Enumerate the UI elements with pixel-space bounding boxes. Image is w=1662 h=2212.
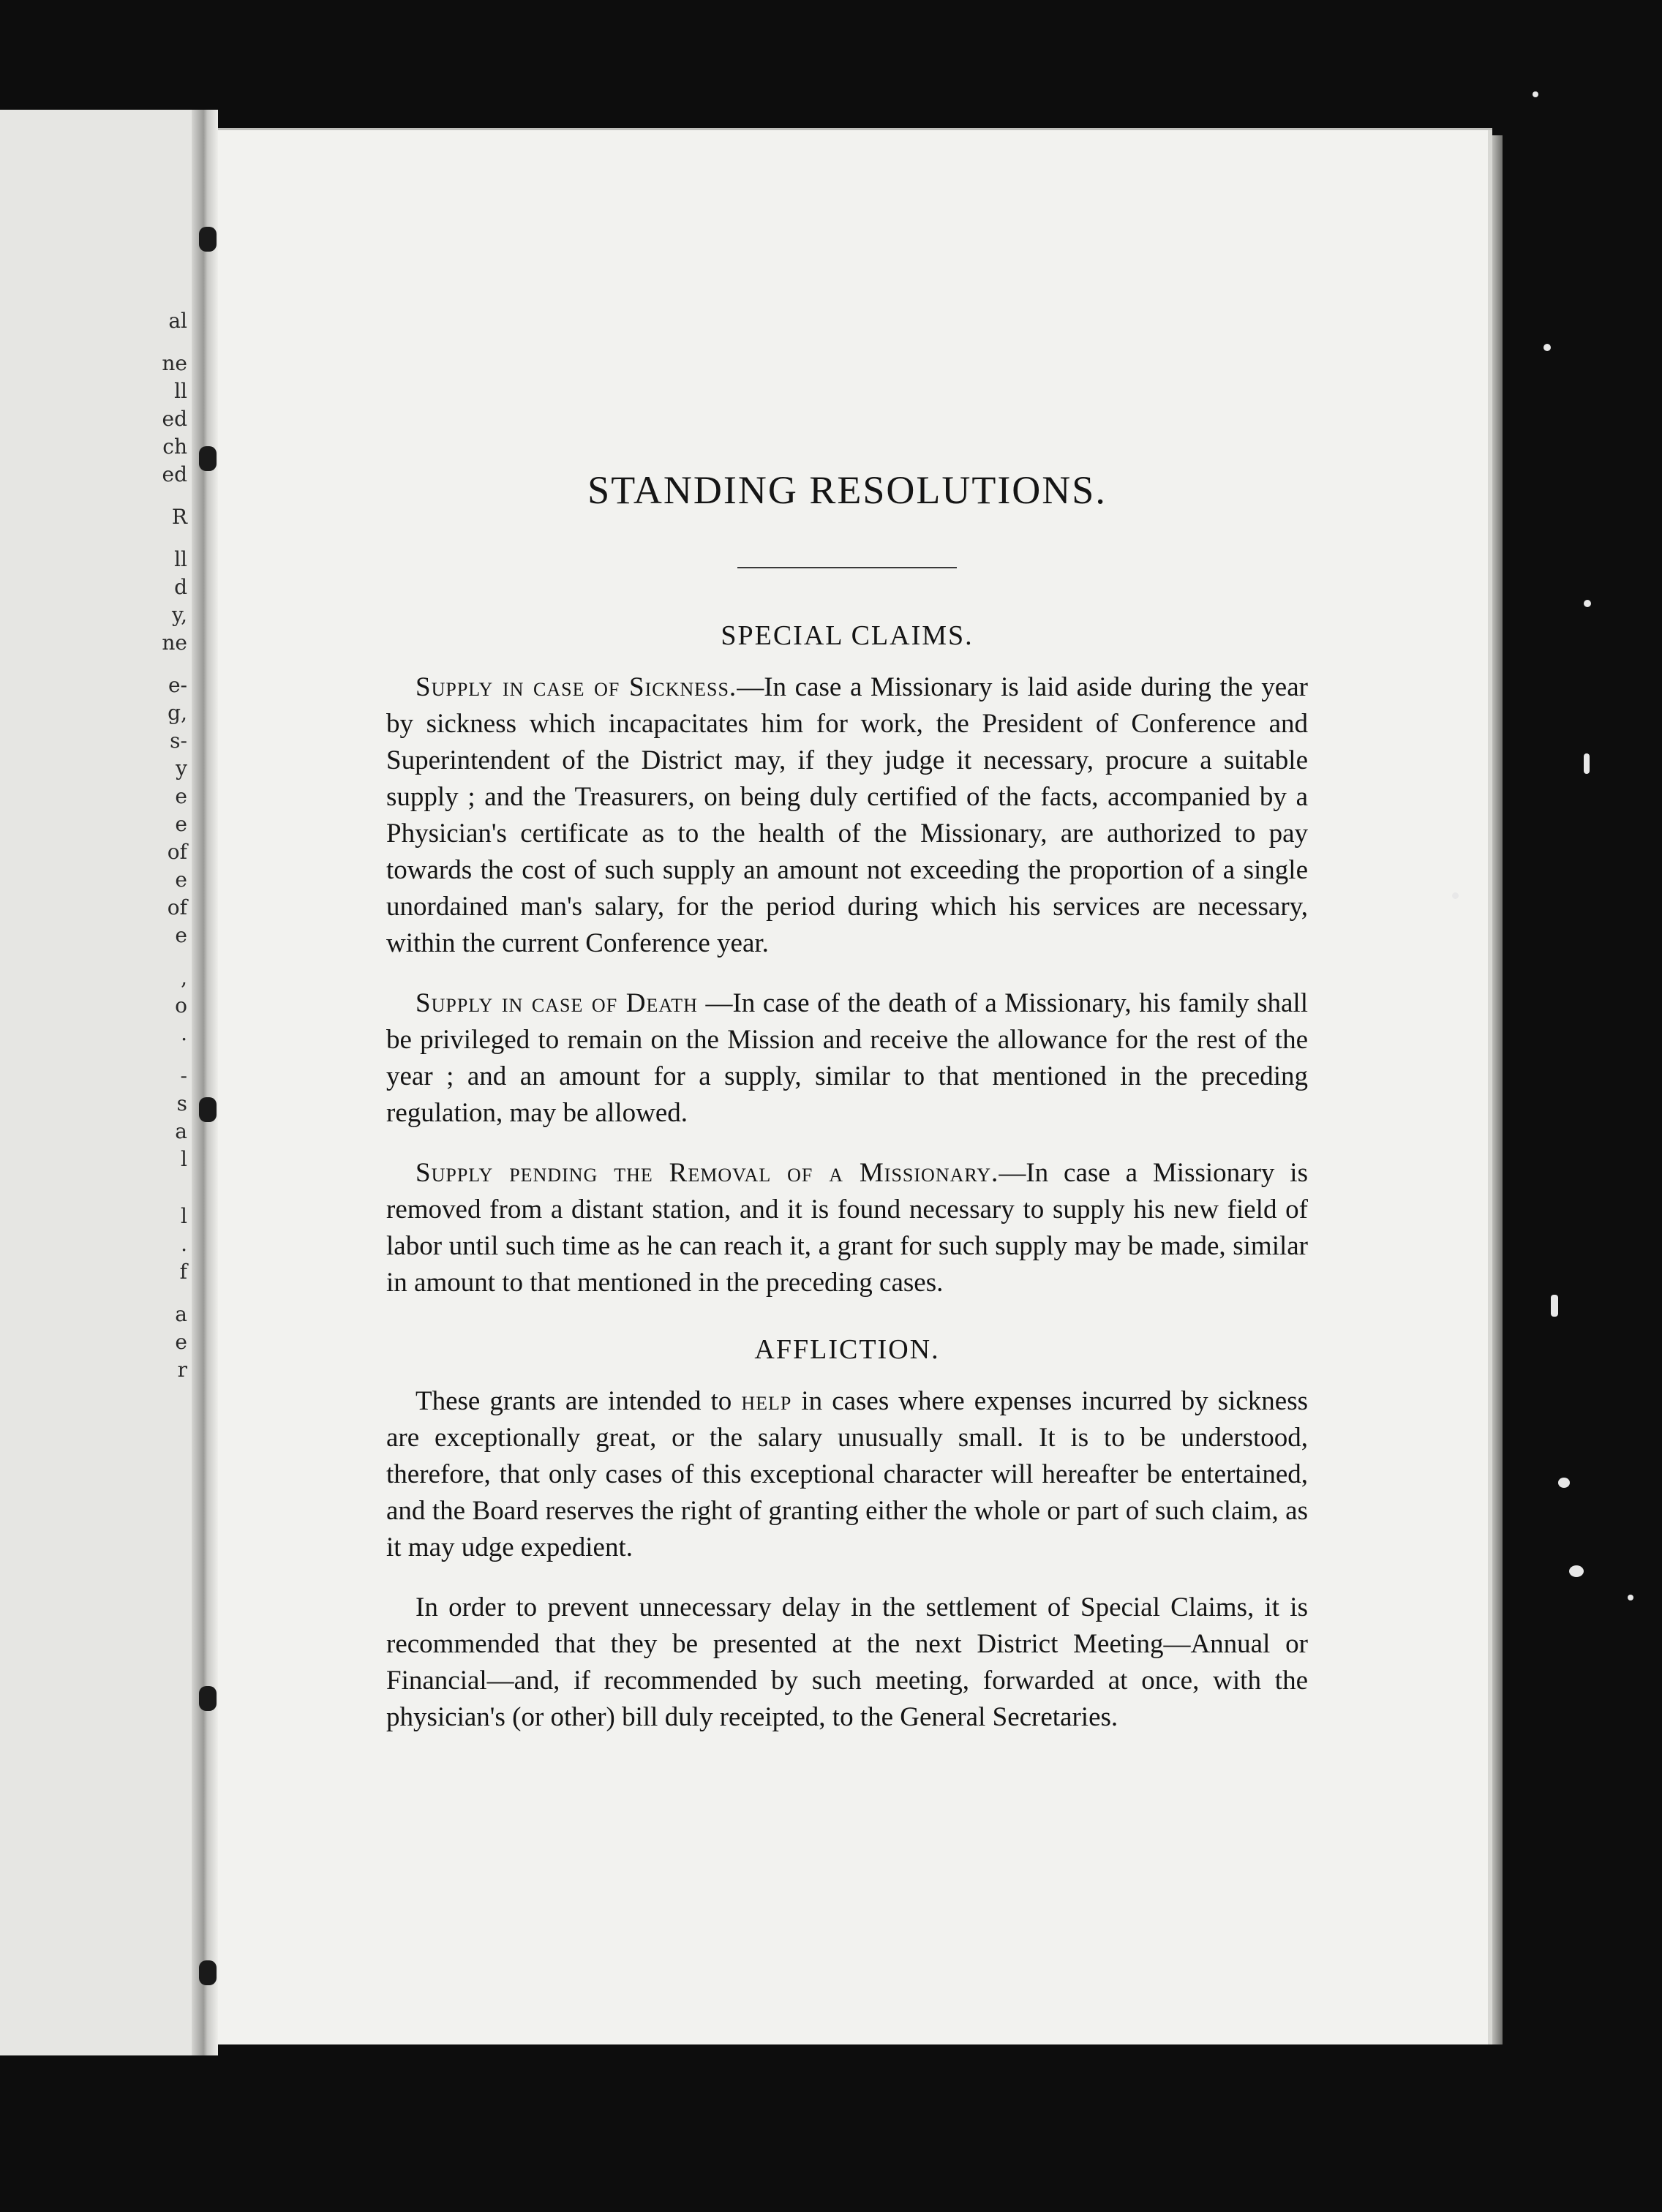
dust-speck: [1533, 91, 1538, 97]
page-title: STANDING RESOLUTIONS.: [587, 468, 1107, 512]
previous-page-fragment-line: f: [179, 1260, 187, 1284]
section-heading-affliction: AFFLICTION.: [754, 1334, 940, 1365]
paragraph-affliction-procedure: In order to prevent unnecessary delay in the settlement of Special Claims, it is recommended that they be presented at the next District Meeting—Annual or Financial—and, if recommended by such meeting, forwarded at once, with the physician's (or other) bill duly receipted, to the General Secretaries.: [386, 1592, 1308, 1732]
binding-stitch: [199, 446, 217, 471]
previous-page-fragment-line: [129, 1188, 187, 1203]
paragraph-body-death: —In case of the death of a Missionary, his family shall be privileged to remain on the Mission and receive the allowance for the rest of the year ; and an amount for a supply, similar to that mentioned in the preceding regulation, may be allowed.: [386, 988, 1308, 1128]
dust-speck: [1543, 344, 1551, 351]
previous-page-fragment: [0, 110, 192, 2055]
previous-page-fragment-line: r: [177, 1358, 187, 1382]
previous-page-fragment-line: ed: [162, 462, 187, 486]
previous-page-fragment-line: [129, 657, 187, 672]
previous-page-fragment-line: ,: [181, 966, 187, 990]
previous-page-fragment-line: g,: [168, 701, 187, 725]
page-side-edge: [1492, 135, 1503, 2044]
previous-page-fragment-line: d: [174, 575, 187, 599]
dust-speck: [1551, 1295, 1558, 1317]
previous-page-fragment-line: e: [175, 868, 187, 892]
book-gutter: [192, 110, 218, 2055]
previous-page-fragment-line: [129, 489, 187, 503]
paragraph-lead-removal: Supply pending the Removal of a Missionary.: [416, 1158, 999, 1188]
paragraph-affliction-grants: [386, 1383, 1308, 1566]
paragraph-affliction-end: in cases where expenses incurred by sickness are exceptionally great, or the salary unusually small. It is to be understood, therefore, that only cases of this exceptional character will hereafter be entertained, and the Board reserves the right of granting either the whole or part of such claim, as it may udge expedient.: [386, 1386, 1308, 1562]
title-rule: [737, 567, 957, 568]
previous-page-fragment-line: [129, 531, 187, 546]
previous-page-fragment-line: .: [181, 1232, 187, 1256]
document-page: [218, 128, 1492, 2044]
previous-page-fragment-line: [129, 1173, 187, 1188]
previous-page-fragment-line: of: [167, 840, 187, 864]
previous-page-fragment-line: a: [175, 1119, 187, 1143]
previous-page-fragment-line: y: [176, 756, 187, 780]
paragraph-removal: [386, 1155, 1308, 1301]
previous-page-fragment-line: a: [175, 1302, 187, 1326]
previous-page-fragment-line: ll: [174, 379, 187, 403]
binding-stitch: [199, 1960, 217, 1985]
previous-page-fragment-line: ne: [162, 351, 187, 375]
binding-stitch: [199, 1097, 217, 1122]
previous-page-fragment-line: y,: [172, 603, 187, 627]
previous-page-fragment-line: e: [175, 784, 187, 808]
paragraph-sickness: [386, 669, 1308, 962]
previous-page-fragment-line: al: [168, 309, 187, 333]
previous-page-fragment-line: [129, 949, 187, 964]
dust-speck: [1569, 1565, 1584, 1577]
previous-page-fragment-line: [129, 1047, 187, 1062]
previous-page-fragment-line: ne: [162, 631, 187, 655]
previous-page-fragment-line: e-: [168, 673, 187, 697]
dust-speck: [1628, 1595, 1633, 1600]
previous-page-fragment-line: ed: [162, 407, 187, 431]
previous-page-fragment-line: .: [181, 1021, 187, 1045]
binding-stitch: [199, 1686, 217, 1711]
binding-stitch: [199, 227, 217, 252]
previous-page-text-fragments: [129, 307, 187, 1384]
dust-speck: [1452, 892, 1459, 899]
section-heading-special-claims: SPECIAL CLAIMS.: [721, 620, 974, 651]
paragraph-affliction-start: These grants are intended to: [416, 1386, 742, 1416]
dust-speck: [1584, 753, 1590, 774]
previous-page-fragment-line: s-: [170, 729, 187, 753]
previous-page-fragment-line: e: [175, 1330, 187, 1354]
previous-page-fragment-line: e: [175, 923, 187, 947]
paragraph-body-sickness: —In case a Missionary is laid aside during the year by sickness which incapacitates him for work, the President of Conference and Superintendent of the District may, if they judge it necessary, procure a suitable supply ; and the Treasurers, on being duly certified of the facts, accompanied by a Physician's certificate as to the health of the Missionary, are authorized to pay towards the cost of such supply an amount not exceeding the proportion of a single unordained man's salary, for the period during which his services are necessary, within the current Conference year.: [386, 672, 1308, 958]
previous-page-fragment-line: R: [171, 505, 187, 529]
paragraph-lead-sickness: Supply in case of Sickness.: [416, 672, 737, 702]
previous-page-fragment-line: [129, 1286, 187, 1301]
previous-page-fragment-line: of: [167, 895, 187, 919]
previous-page-fragment-line: s: [176, 1091, 187, 1116]
paragraph-body-removal: —In case a Missionary is removed from a distant station, and it is found necessary to supply his new field of labor until such time as he can reach it, a grant for such supply may be made, similar in amount to that mentioned in the preceding cases.: [386, 1158, 1308, 1298]
paragraph-lead-death: Supply in case of Death: [416, 988, 698, 1018]
previous-page-fragment-line: o: [175, 993, 187, 1017]
previous-page-fragment-line: [129, 335, 187, 350]
previous-page-fragment-line: ch: [162, 434, 187, 459]
dust-speck: [1558, 1478, 1570, 1488]
previous-page-fragment-line: l: [181, 1147, 187, 1171]
previous-page-fragment-line: e: [175, 812, 187, 836]
dust-speck: [1584, 600, 1591, 607]
page-content: [386, 464, 1308, 1759]
previous-page-fragment-line: l: [181, 1204, 187, 1228]
emphasis-help: help: [741, 1386, 792, 1416]
previous-page-fragment-line: ll: [174, 547, 187, 571]
previous-page-fragment-line: -: [180, 1064, 187, 1088]
paragraph-death: [386, 985, 1308, 1132]
